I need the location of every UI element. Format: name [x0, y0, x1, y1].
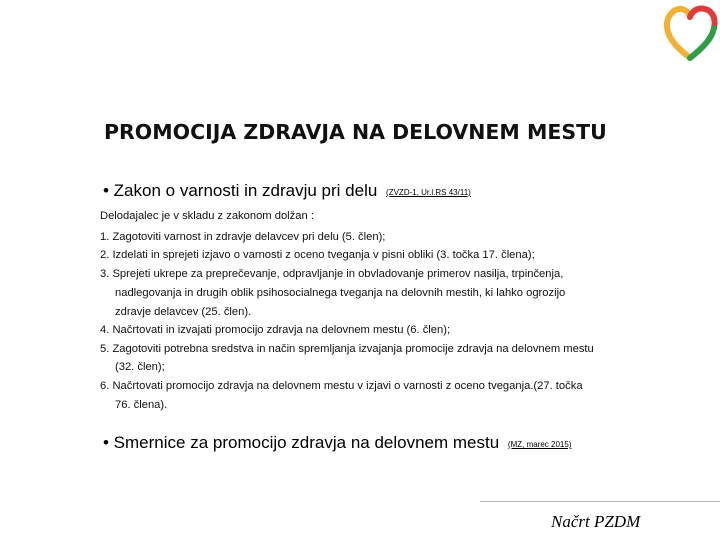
duty-item-3-cont-2: zdravje delavcev (25. člen). — [115, 306, 252, 318]
duty-item-6: 6. Načrtovati promocijo zdravja na delovnem mestu v izjavi o varnosti z oceno tveganja.(27. točka — [100, 380, 583, 392]
duty-item-4: 4. Načrtovati in izvajati promocijo zdravja na delovnem mestu (6. člen); — [100, 324, 451, 336]
duty-item-2: 2. Izdelati in sprejeti izjavo o varnosti z oceno tveganja v pisni obliki (3. točka 17. člena); — [100, 249, 535, 261]
heart-logo-icon — [660, 0, 720, 70]
duty-intro: Delodajalec je v skladu z zakonom dolžan : — [100, 210, 314, 222]
footer-divider — [480, 501, 720, 502]
bullet-law — [103, 181, 471, 201]
duty-item-5: 5. Zagotoviti potrebna sredstva in način spremljanja izvajanja promocije zdravja na delovnem mestu — [100, 343, 594, 355]
duty-item-3-cont-1: nadlegovanja in drugih oblik psihosocialnega tveganja na delovnih mestih, ki lahko ogrozijo — [115, 287, 566, 299]
duty-item-6-cont: 76. člena). — [115, 399, 168, 411]
duty-item-3: 3. Sprejeti ukrepe za preprečevanje, odpravljanje in obvladovanje primerov nasilja, trpinčenja, — [100, 268, 564, 280]
bullet-law-reference: (ZVZD-1, Ur.l.RS 43/11) — [386, 188, 471, 197]
bullet-guidelines-reference: (MZ, marec 2015) — [507, 440, 572, 449]
duty-item-5-cont: (32. člen); — [115, 361, 165, 373]
bullet-law-text: • Zakon o varnosti in zdravju pri delu — [103, 181, 378, 200]
bullet-guidelines — [103, 433, 572, 453]
slide-title: PROMOCIJA ZDRAVJA NA DELOVNEM MESTU — [104, 120, 607, 144]
bullet-guidelines-text: • Smernice za promocijo zdravja na delovnem mestu — [103, 433, 500, 452]
duty-item-1: 1. Zagotoviti varnost in zdravje delavcev pri delu (5. člen); — [100, 231, 386, 243]
footer-label: Načrt PZDM — [551, 512, 641, 531]
